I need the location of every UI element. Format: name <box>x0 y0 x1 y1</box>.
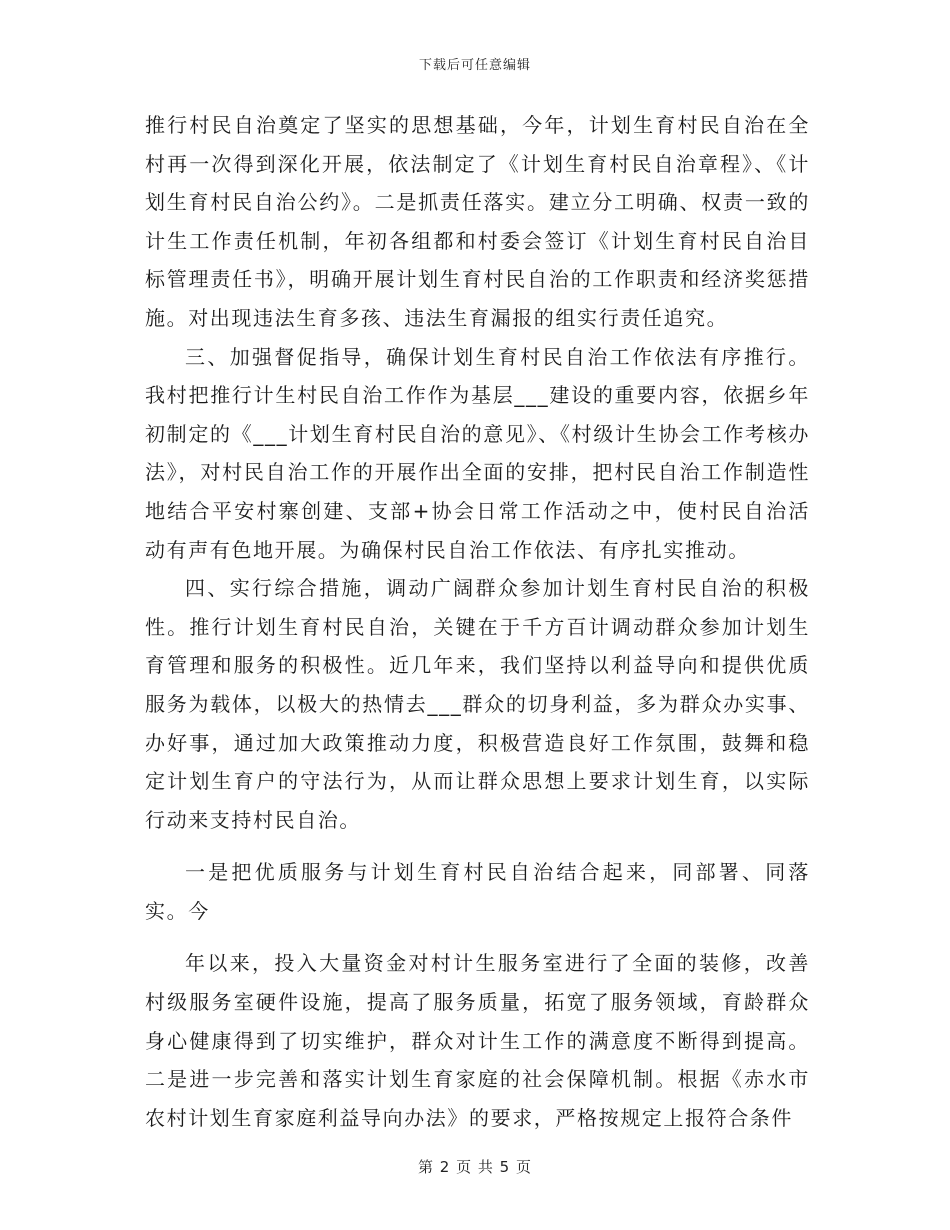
paragraph-3: 四、实行综合措施，调动广阔群众参加计划生育村民自治的积极性。推行计划生育村民自治，关键在于千方百计调动群众参加计划生育管理和服务的积极性。近几年来，我们坚持以利益导向和提供优质服务为载体，以极大的热情去___群众的切身利益，多为群众办实事、办好事，通过加大政策推动力度，积极营造良好工作氛围，鼓舞和稳定计划生育户的守法行为，从而让群众思想上要求计划生育，以实际行动来支持村民自治。 <box>145 576 810 832</box>
paragraph-5: 年以来，投入大量资金对村计生服务室进行了全面的装修，改善村级服务室硬件设施，提高了服务质量，拓宽了服务领域，育龄群众身心健康得到了切实维护，群众对计生工作的满意度不断得到提高。二是进一步完善和落实计划生育家庭的社会保障机制。根据《赤水市农村计划生育家庭利益导向办法》的要求，严格按规定上报符合条件 <box>145 951 810 1130</box>
page-number: 第 2 页 共 5 页 <box>418 1158 532 1176</box>
paragraph-4: 一是把优质服务与计划生育村民自治结合起来，同部署、同落实。今 <box>145 860 810 923</box>
document-body <box>145 106 810 1137</box>
paragraph-2: 三、加强督促指导，确保计划生育村民自治工作依法有序推行。我村把推行计生村民自治工作作为基层___建设的重要内容，依据乡年初制定的《___计划生育村民自治的意见》、《村级计生协会工作考核办法》，对村民自治工作的开展作出全面的安排，把村民自治工作制造性地结合平安村寨创建、支部+协会日常工作活动之中，使村民自治活动有声有色地开展。为确保村民自治工作依法、有序扎实推动。 <box>145 344 810 562</box>
paragraph-1: 推行村民自治奠定了坚实的思想基础，今年，计划生育村民自治在全村再一次得到深化开展，依法制定了《计划生育村民自治章程》、《计划生育村民自治公约》。二是抓责任落实。建立分工明确、权责一致的计生工作责任机制，年初各组都和村委会签订《计划生育村民自治目标管理责任书》，明确开展计划生育村民自治的工作职责和经济奖惩措施。对出现违法生育多孩、违法生育漏报的组实行责任追究。 <box>145 113 810 330</box>
page-header: 下载后可任意编辑 <box>418 58 531 73</box>
